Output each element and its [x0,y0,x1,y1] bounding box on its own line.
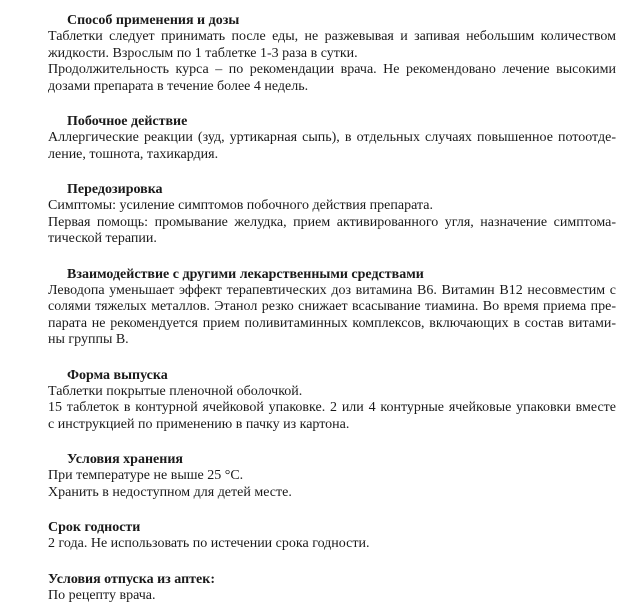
instruction-document [48,12,616,604]
section-text-line: Аллергические реакции (зуд, уртикарная сыпь), в отдельных случаях повышенное потоотде- [48,130,616,147]
section-text-line: Таблетки покрытые пленочной оболочкой. [48,384,616,401]
section-text-line: ление, тошнота, тахикардия. [48,147,616,164]
section-text-line: с инструкцией по применению в пачку из картона. [48,417,616,434]
section-text-line: Симптомы: усиление симптомов побочного действия препарата. [48,198,616,215]
section-dosage [48,12,616,95]
section-dispensing [48,571,616,604]
section-text-line: Хранить в недоступном для детей месте. [48,485,616,502]
section-text-line: жидкости. Взрослым по 1 таблетке 1-3 раза в сутки. [48,46,616,63]
section-side-effects [48,113,616,163]
section-text-line: Таблетки следует принимать после еды, не разжевывая и запивая небольшим количеством [48,29,616,46]
section-heading: Условия хранения [48,451,616,468]
section-text-line: парата не рекомендуется прием поливитаминных комплексов, включающих в состав витами- [48,316,616,333]
section-shelf-life [48,519,616,553]
section-text-line: 15 таблеток в контурной ячейковой упаковке. 2 или 4 контурные ячейковые упаковки вместе [48,400,616,417]
section-release-form [48,367,616,434]
section-text-line: 2 года. Не использовать по истечении срока годности. [48,536,616,553]
section-text-line: Леводопа уменьшает эффект терапевтических доз витамина В6. Витамин В12 несовместим с [48,283,616,300]
section-text-line: дозами препарата в течение более 4 недель. [48,79,616,96]
section-heading: Условия отпуска из аптек: [48,571,616,588]
section-overdose [48,181,616,248]
section-heading: Взаимодействие с другими лекарственными средствами [48,266,616,283]
section-heading: Способ применения и дозы [48,12,616,29]
section-heading: Срок годности [48,519,616,536]
section-text-line: Первая помощь: промывание желудка, прием активированного угля, назначение симптома- [48,215,616,232]
section-text-line: солями тяжелых металлов. Этанол резко снижает всасывание тиамина. Во время приема пре- [48,299,616,316]
section-interactions [48,266,616,349]
section-text-line: Продолжительность курса – по рекомендации врача. Не рекомендовано лечение высокими [48,62,616,79]
section-heading: Побочное действие [48,113,616,130]
section-text-line: тической терапии. [48,231,616,248]
section-text-line: По рецепту врача. [48,588,616,604]
section-heading: Форма выпуска [48,367,616,384]
section-text-line: При температуре не выше 25 °С. [48,468,616,485]
section-text-line: ны группы В. [48,332,616,349]
section-heading: Передозировка [48,181,616,198]
section-storage [48,451,616,501]
